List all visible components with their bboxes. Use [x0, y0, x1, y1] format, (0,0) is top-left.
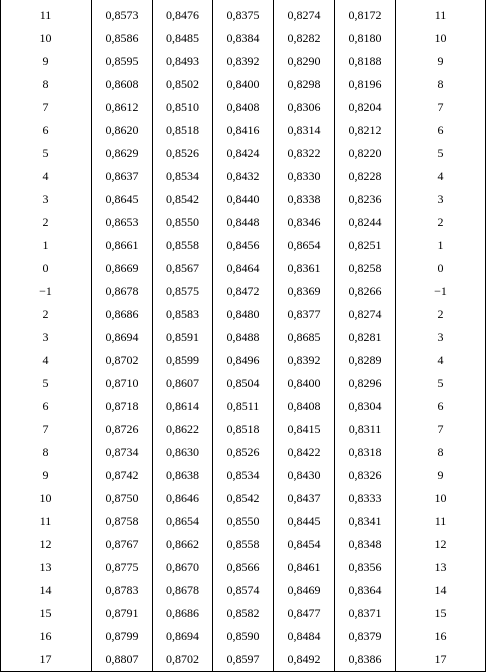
value-cell: 0,8386	[348, 652, 382, 666]
row-label-right: 6	[437, 123, 444, 137]
value-cell: 0,8734	[105, 445, 139, 459]
value-cell: 0,8258	[348, 261, 382, 275]
row-label-right: 17	[434, 652, 447, 666]
row-label-left: 4	[42, 169, 49, 183]
row-label-right: 5	[437, 146, 444, 160]
value-cell: 0,8304	[348, 399, 382, 413]
value-cell: 0,8392	[226, 54, 260, 68]
row-label-left: 5	[42, 146, 49, 160]
row-label-right: 4	[437, 169, 444, 183]
value-cell: 0,8550	[226, 514, 260, 528]
table-row	[0, 142, 486, 165]
table-row	[0, 257, 486, 280]
value-cell: 0,8807	[105, 652, 139, 666]
row-label-right: 3	[437, 192, 444, 206]
value-cell: 0,8694	[105, 330, 139, 344]
value-cell: 0,8510	[166, 100, 199, 114]
value-cell: 0,8416	[226, 123, 260, 137]
row-label-left: 9	[42, 468, 49, 482]
value-cell: 0,8654	[166, 514, 199, 528]
value-cell: 0,8172	[348, 8, 382, 22]
value-cell: 0,8526	[166, 146, 199, 160]
row-label-left: 16	[39, 629, 52, 643]
table-row	[0, 648, 486, 671]
table-row	[0, 372, 486, 395]
value-cell: 0,8630	[166, 445, 199, 459]
value-cell: 0,8484	[287, 629, 321, 643]
table-row	[0, 119, 486, 142]
value-cell: 0,8333	[348, 491, 382, 505]
value-cell: 0,8341	[348, 514, 382, 528]
value-cell: 0,8799	[105, 629, 139, 643]
value-cell: 0,8424	[226, 146, 260, 160]
table-row	[0, 464, 486, 487]
value-cell: 0,8575	[166, 284, 199, 298]
row-label-left: 13	[39, 560, 52, 574]
value-cell: 0,8322	[287, 146, 321, 160]
row-label-right: 12	[434, 537, 447, 551]
value-cell: 0,8476	[166, 8, 199, 22]
row-label-right: 16	[434, 629, 447, 643]
value-cell: 0,8567	[166, 261, 199, 275]
row-label-left: 6	[42, 399, 49, 413]
value-cell: 0,8392	[287, 353, 321, 367]
value-cell: 0,8518	[226, 422, 260, 436]
value-cell: 0,8440	[226, 192, 260, 206]
table-row	[0, 395, 486, 418]
table-row	[0, 579, 486, 602]
value-cell: 0,8266	[348, 284, 382, 298]
table-row	[0, 188, 486, 211]
value-cell: 0,8290	[287, 54, 321, 68]
value-cell: 0,8356	[348, 560, 382, 574]
value-cell: 0,8542	[226, 491, 260, 505]
value-cell: 0,8196	[348, 77, 382, 91]
value-cell: 0,8400	[226, 77, 260, 91]
value-cell: 0,8620	[105, 123, 139, 137]
value-cell: 0,8591	[166, 330, 199, 344]
row-label-left: 15	[39, 606, 52, 620]
row-label-right: 7	[437, 422, 444, 436]
value-cell: 0,8437	[287, 491, 321, 505]
value-cell: 0,8775	[105, 560, 139, 574]
value-cell: 0,8518	[166, 123, 199, 137]
value-cell: 0,8678	[105, 284, 139, 298]
value-cell: 0,8469	[287, 583, 321, 597]
value-cell: 0,8599	[166, 353, 199, 367]
row-label-right: 1	[437, 238, 444, 252]
row-label-right: 5	[437, 376, 444, 390]
value-cell: 0,8750	[105, 491, 139, 505]
row-label-right: 3	[437, 330, 444, 344]
value-cell: 0,8702	[105, 353, 139, 367]
value-cell: 0,8188	[348, 54, 382, 68]
row-label-left: 8	[42, 445, 49, 459]
row-label-left: 4	[42, 353, 49, 367]
row-label-left: 10	[39, 491, 52, 505]
value-cell: 0,8326	[348, 468, 382, 482]
value-cell: 0,8330	[287, 169, 321, 183]
table-row	[0, 234, 486, 257]
value-cell: 0,8408	[287, 399, 321, 413]
value-cell: 0,8550	[166, 215, 199, 229]
value-cell: 0,8422	[287, 445, 321, 459]
row-label-right: 10	[434, 31, 447, 45]
value-cell: 0,8504	[226, 376, 260, 390]
row-label-right: 2	[437, 307, 444, 321]
row-label-left: 11	[39, 514, 52, 528]
value-cell: 0,8472	[226, 284, 260, 298]
value-cell: 0,8686	[166, 606, 199, 620]
row-label-left: 12	[39, 537, 52, 551]
value-cell: 0,8758	[105, 514, 139, 528]
row-label-left: 3	[42, 192, 49, 206]
value-cell: 0,8461	[287, 560, 321, 574]
value-cell: 0,8661	[105, 238, 139, 252]
value-cell: 0,8629	[105, 146, 139, 160]
value-cell: 0,8783	[105, 583, 139, 597]
value-cell: 0,8493	[166, 54, 199, 68]
value-cell: 0,8448	[226, 215, 260, 229]
table-row	[0, 418, 486, 441]
value-cell: 0,8361	[287, 261, 321, 275]
value-cell: 0,8480	[226, 307, 260, 321]
row-label-right: 15	[434, 606, 447, 620]
value-cell: 0,8791	[105, 606, 139, 620]
value-cell: 0,8348	[348, 537, 382, 551]
value-cell: 0,8400	[287, 376, 321, 390]
value-cell: 0,8662	[166, 537, 199, 551]
value-cell: 0,8289	[348, 353, 382, 367]
row-label-left: 0	[42, 261, 49, 275]
value-cell: 0,8637	[105, 169, 139, 183]
table-row	[0, 487, 486, 510]
value-cell: 0,8653	[105, 215, 139, 229]
value-cell: 0,8558	[226, 537, 260, 551]
row-label-left: 3	[42, 330, 49, 344]
row-label-right: 0	[437, 261, 444, 275]
value-cell: 0,8432	[226, 169, 260, 183]
value-cell: 0,8678	[166, 583, 199, 597]
value-cell: 0,8534	[226, 468, 260, 482]
row-label-right: 11	[434, 514, 447, 528]
value-cell: 0,8586	[105, 31, 139, 45]
value-cell: 0,8597	[226, 652, 260, 666]
value-cell: 0,8566	[226, 560, 260, 574]
value-cell: 0,8371	[348, 606, 382, 620]
table-row	[0, 211, 486, 234]
value-cell: 0,8212	[348, 123, 382, 137]
row-label-left: 14	[39, 583, 52, 597]
value-cell: 0,8702	[166, 652, 199, 666]
value-cell: 0,8464	[226, 261, 260, 275]
row-label-left: 8	[42, 77, 49, 91]
table-row	[0, 510, 486, 533]
value-cell: 0,8718	[105, 399, 139, 413]
value-cell: 0,8375	[226, 8, 260, 22]
row-label-left: 9	[42, 54, 49, 68]
value-cell: 0,8582	[226, 606, 260, 620]
row-label-right: 10	[434, 491, 447, 505]
value-cell: 0,8726	[105, 422, 139, 436]
value-cell: 0,8574	[226, 583, 260, 597]
value-cell: 0,8180	[348, 31, 382, 45]
table-row	[0, 326, 486, 349]
table-row	[0, 73, 486, 96]
value-cell: 0,8296	[348, 376, 382, 390]
value-cell: 0,8318	[348, 445, 382, 459]
table-row	[0, 441, 486, 464]
row-label-left: 2	[42, 215, 49, 229]
value-cell: 0,8669	[105, 261, 139, 275]
row-label-right: 7	[437, 100, 444, 114]
value-cell: 0,8456	[226, 238, 260, 252]
value-cell: 0,8614	[166, 399, 199, 413]
value-cell: 0,8251	[348, 238, 382, 252]
value-cell: 0,8767	[105, 537, 139, 551]
value-cell: 0,8488	[226, 330, 260, 344]
table-row	[0, 602, 486, 625]
value-cell: 0,8445	[287, 514, 321, 528]
row-label-left: 5	[42, 376, 49, 390]
row-label-left: 11	[39, 8, 52, 22]
value-cell: 0,8542	[166, 192, 199, 206]
row-label-right: 14	[434, 583, 447, 597]
table-row	[0, 303, 486, 326]
value-cell: 0,8281	[348, 330, 382, 344]
table-row	[0, 280, 486, 303]
value-cell: 0,8590	[226, 629, 260, 643]
value-cell: 0,8694	[166, 629, 199, 643]
table-row	[0, 556, 486, 579]
value-cell: 0,8338	[287, 192, 321, 206]
table-row	[0, 4, 486, 27]
value-cell: 0,8379	[348, 629, 382, 643]
value-cell: 0,8236	[348, 192, 382, 206]
row-label-right: 2	[437, 215, 444, 229]
value-cell: 0,8477	[287, 606, 321, 620]
value-cell: 0,8311	[348, 422, 382, 436]
value-cell: 0,8622	[166, 422, 199, 436]
value-cell: 0,8583	[166, 307, 199, 321]
row-label-right: 8	[437, 445, 444, 459]
value-cell: 0,8742	[105, 468, 139, 482]
row-label-right: 4	[437, 353, 444, 367]
row-label-left: 7	[42, 100, 49, 114]
value-cell: 0,8638	[166, 468, 199, 482]
value-cell: 0,8608	[105, 77, 139, 91]
value-cell: 0,8686	[105, 307, 139, 321]
value-cell: 0,8408	[226, 100, 260, 114]
value-cell: 0,8454	[287, 537, 321, 551]
value-cell: 0,8595	[105, 54, 139, 68]
value-cell: 0,8710	[105, 376, 139, 390]
value-cell: 0,8314	[287, 123, 321, 137]
value-cell: 0,8492	[287, 652, 321, 666]
value-cell: 0,8685	[287, 330, 321, 344]
value-cell: 0,8228	[348, 169, 382, 183]
row-label-left: 1	[42, 238, 49, 252]
value-cell: 0,8377	[287, 307, 321, 321]
value-cell: 0,8274	[348, 307, 382, 321]
row-label-right: 11	[434, 8, 447, 22]
table-row	[0, 165, 486, 188]
value-cell: 0,8502	[166, 77, 199, 91]
value-cell: 0,8534	[166, 169, 199, 183]
row-label-left: 7	[42, 422, 49, 436]
value-cell: 0,8369	[287, 284, 321, 298]
value-cell: 0,8558	[166, 238, 199, 252]
row-label-right: 6	[437, 399, 444, 413]
value-cell: 0,8511	[226, 399, 260, 413]
value-cell: 0,8274	[287, 8, 321, 22]
value-cell: 0,8282	[287, 31, 321, 45]
row-label-right: 13	[434, 560, 447, 574]
value-cell: 0,8526	[226, 445, 260, 459]
value-cell: 0,8204	[348, 100, 382, 114]
row-label-right: 9	[437, 468, 444, 482]
value-cell: 0,8573	[105, 8, 139, 22]
value-cell: 0,8654	[287, 238, 321, 252]
value-cell: 0,8298	[287, 77, 321, 91]
row-label-right: −1	[434, 284, 447, 298]
table-row	[0, 625, 486, 648]
row-label-left: 10	[39, 31, 52, 45]
value-cell: 0,8645	[105, 192, 139, 206]
value-cell: 0,8346	[287, 215, 321, 229]
value-cell: 0,8607	[166, 376, 199, 390]
value-cell: 0,8646	[166, 491, 199, 505]
value-cell: 0,8485	[166, 31, 199, 45]
value-cell: 0,8306	[287, 100, 321, 114]
value-cell: 0,8612	[105, 100, 139, 114]
table-row	[0, 96, 486, 119]
row-label-left: −1	[39, 284, 52, 298]
row-label-right: 8	[437, 77, 444, 91]
row-label-left: 2	[42, 307, 49, 321]
row-label-left: 17	[39, 652, 52, 666]
value-cell: 0,8415	[287, 422, 321, 436]
value-cell: 0,8220	[348, 146, 382, 160]
value-cell: 0,8430	[287, 468, 321, 482]
table-row	[0, 50, 486, 73]
table-row	[0, 27, 486, 50]
table-row	[0, 533, 486, 556]
value-cell: 0,8364	[348, 583, 382, 597]
table-row	[0, 349, 486, 372]
value-cell: 0,8670	[166, 560, 199, 574]
value-cell: 0,8384	[226, 31, 260, 45]
row-label-left: 6	[42, 123, 49, 137]
row-label-right: 9	[437, 54, 444, 68]
value-cell: 0,8244	[348, 215, 382, 229]
value-cell: 0,8496	[226, 353, 260, 367]
